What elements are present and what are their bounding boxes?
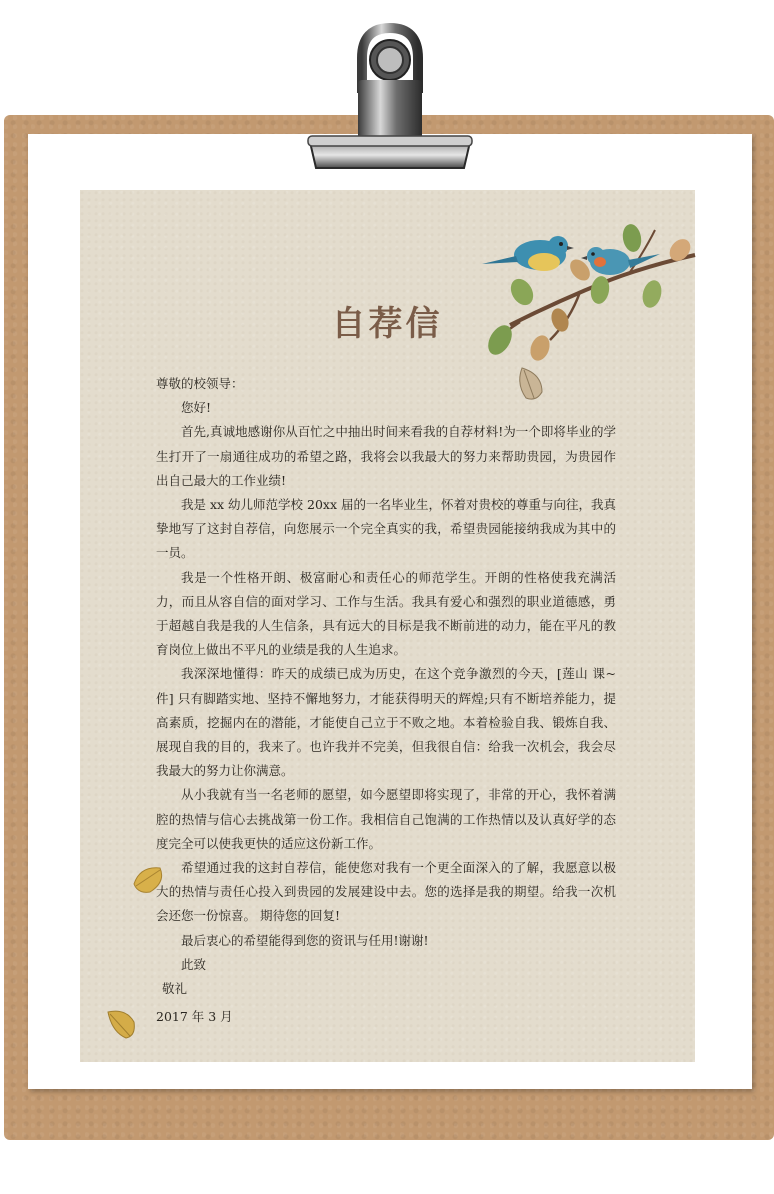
closing-phrase: 此致 [181,956,207,972]
letter-body [156,372,616,1029]
leaf-icon [104,1006,140,1042]
salutation: 尊敬的校领导： [156,376,244,391]
letter-title: 自荐信 [331,303,443,344]
closing-wish: 最后衷心的希望能得到您的资讯与任用!谢谢! [181,932,429,948]
letter-date: 2017 年 3 月 [156,1009,233,1025]
paragraph: 希望通过我的这封自荐信，能使您对我有一个更全面深入的了解，我愿意以极大的热情与责任心投入到贵园的发展建设中去。您的选择是我的期望。给我一次机会还您一份惊喜。 期待您的回复! [156,860,616,924]
greeting: 您好! [181,400,212,416]
paragraph: 我是 xx 幼儿师范学校 20xx 届的一名毕业生，怀着对贵校的尊重与向往，我真挚地写了这封自荐信，向您展示一个完全真实的我，希望贵园能接纳我成为其中的一员。 [156,497,616,561]
paragraph: 我深深地懂得：昨天的成绩已成为历史，在这个竞争激烈的今天，[莲山 课~件] 只有脚踏实地、坚持不懈地努力，才能获得明天的辉煌;只有不断培养能力，提高素质，挖掘内在的潜能，才能使自己立于不败之地。本着检验自我、锻炼自我、展现自我的目的，我来了。也许我并不完美，但我很自信：给我一次机会，我会尽我最大的努力让你满意。 [156,666,616,779]
closing-regards: 敬礼 [162,981,188,997]
paragraph: 从小我就有当一名老师的愿望，如今愿望即将实现了，非常的开心，我怀着满腔的热情与信心去挑战第一份工作。我相信自己饱满的工作热情以及认真好学的态度完全可以使我更快的适应这份新工作。 [156,787,616,851]
binder-clip-icon [300,18,480,178]
paragraph: 首先,真诚地感谢你从百忙之中抽出时间来看我的自荐材料!为一个即将毕业的学生打开了一扇通往成功的希望之路，我将会以我最大的努力来帮助贵园，为贵园作出自己最大的工作业绩! [156,424,616,488]
paragraph: 我是一个性格开朗、极富耐心和责任心的师范学生。开朗的性格使我充满活力，而且从容自信的面对学习、工作与生活。我具有爱心和强烈的职业道德感，勇于超越自我是我的人生信条，具有远大的目标是我不断前进的动力，能在平凡的教育岗位上做出不平凡的业绩是我的人生追求。 [156,569,616,658]
